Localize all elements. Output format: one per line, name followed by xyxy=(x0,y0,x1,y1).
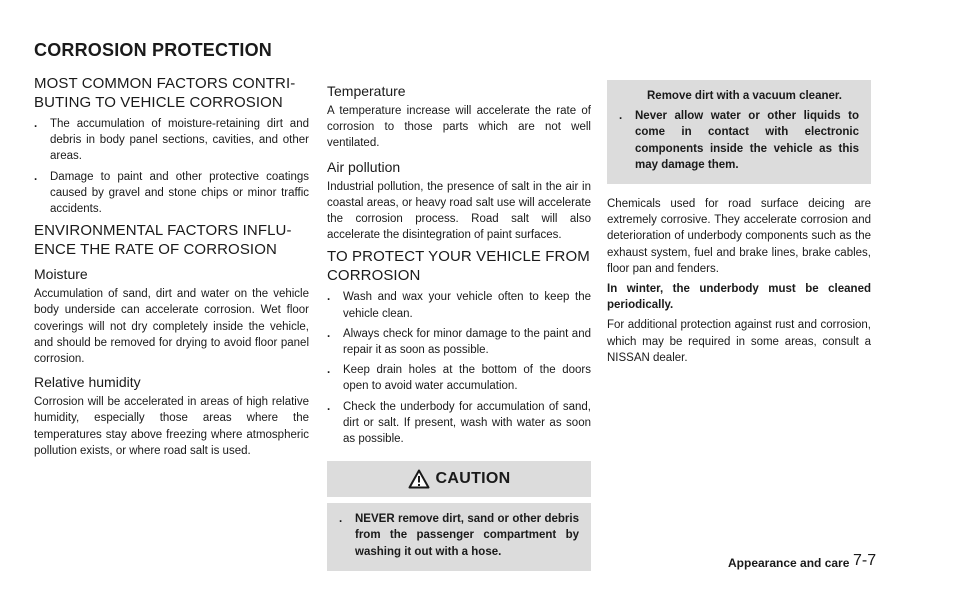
column-left xyxy=(34,74,309,463)
list-item: . The accumulation of moisture-retaining dirt and debris in body panel sections, cavities, and other areas. xyxy=(34,118,309,163)
chemicals-paragraph: Chemicals used for road surface deicing are extremely corrosive. They accelerate corrosion and deterioration of underbody components such as the exhaust system, fuel and brake lines, brake cables, floor pan and fenders. xyxy=(607,198,871,275)
protect-list xyxy=(327,289,591,447)
list-item: . Check the underbody for accumulation of sand, dirt or salt. If present, wash with water as soon as possible. xyxy=(327,400,591,446)
additional-protection-paragraph: For additional protection against rust and corrosion, which may be required in some areas, consult a NISSAN dealer. xyxy=(607,319,871,364)
section-title-line: ENCE THE RATE OF CORROSION xyxy=(34,241,277,259)
bullet-icon: . xyxy=(327,400,331,413)
bullet-icon: . xyxy=(34,118,38,130)
bullet-icon: . xyxy=(339,513,343,526)
subheading-relative-humidity: Relative humidity xyxy=(34,374,141,391)
temperature-paragraph: A temperature increase will accelerate the rate of corrosion to those parts which are not well ventilated. xyxy=(327,105,591,150)
footer-section-name: Appearance and care xyxy=(728,556,850,570)
section-title-line: BUTING TO VEHICLE CORROSION xyxy=(34,94,283,111)
caution-list xyxy=(619,88,859,173)
list-item: . Damage to paint and other protective coatings caused by gravel and stone chips or minor traffic accidents. xyxy=(34,170,309,216)
bullet-icon: . xyxy=(327,291,331,304)
section-title-common-factors xyxy=(34,74,309,112)
list-item: . NEVER remove dirt, sand or other debris from the passenger compartment by washing it out with a hose. xyxy=(339,513,579,558)
page-title: CORROSION PROTECTION xyxy=(34,40,273,60)
list-item: . Never allow water or other liquids to come in contact with electronic components inside the vehicle as this may damage them. xyxy=(619,110,859,171)
list-item: . Always check for minor damage to the paint and repair it as soon as possible. xyxy=(327,327,591,357)
air-pollution-paragraph: Industrial pollution, the presence of salt in the air in coastal areas, or heavy road salt use will accelerate the corrosion process. Road salt will also accelerate the disintegration of paint surfaces. xyxy=(327,180,591,242)
bullet-icon: . xyxy=(327,364,331,377)
common-factors-list xyxy=(34,116,309,217)
subheading-moisture: Moisture xyxy=(34,266,88,283)
bullet-icon: . xyxy=(619,110,623,123)
winter-paragraph: In winter, the underbody must be cleaned periodically. xyxy=(607,283,871,312)
section-title-protect xyxy=(327,247,591,285)
warning-triangle-icon xyxy=(408,469,430,489)
bullet-icon: . xyxy=(34,170,38,183)
section-title-line: ENVIRONMENTAL FACTORS INFLU- xyxy=(34,222,292,240)
section-title-environmental-factors xyxy=(34,221,309,259)
list-item: Remove dirt with a vacuum cleaner. xyxy=(647,90,842,102)
list-item: . Wash and wax your vehicle often to keep the vehicle clean. xyxy=(327,291,591,320)
section-title-line: TO PROTECT YOUR VEHICLE FROM xyxy=(327,248,590,266)
footer-page-number: 7-7 xyxy=(853,552,877,569)
humidity-paragraph: Corrosion will be accelerated in areas of high relative humidity, especially those areas where the temperatures stay above freezing where atmospheric pollution exists, or where road salt is used. xyxy=(34,396,309,457)
bullet-icon: . xyxy=(327,327,331,340)
list-item: . Keep drain holes at the bottom of the doors open to avoid water accumulation. xyxy=(327,364,591,393)
caution-label: CAUTION xyxy=(435,470,511,488)
subheading-air-pollution: Air pollution xyxy=(327,158,401,175)
subheading-temperature: Temperature xyxy=(327,83,406,99)
caution-box xyxy=(327,503,591,571)
caution-box-continued xyxy=(607,80,871,184)
caution-header xyxy=(327,461,591,497)
column-right xyxy=(607,80,871,370)
section-title-line: CORROSION xyxy=(327,267,421,285)
moisture-paragraph: Accumulation of sand, dirt and water on the vehicle body underside can accelerate corrosion. Wet floor coverings will not dry completely inside the vehicle, and should be removed for drying to avoid floor panel corrosion. xyxy=(34,288,309,366)
column-middle xyxy=(327,74,591,571)
caution-list xyxy=(339,511,579,560)
section-title-line: MOST COMMON FACTORS CONTRI- xyxy=(34,75,296,92)
